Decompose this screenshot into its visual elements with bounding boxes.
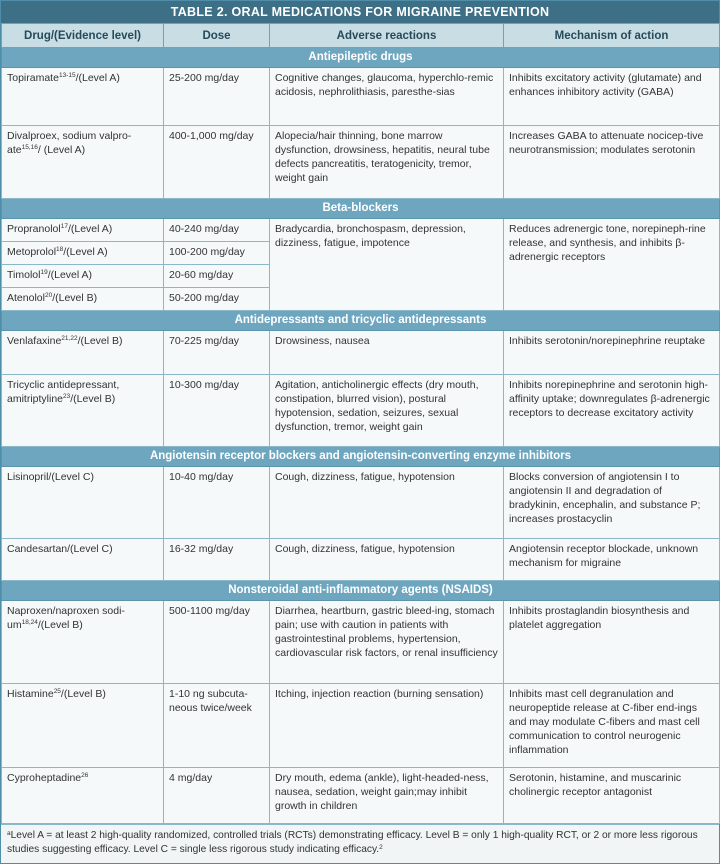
mechanism-cell: Angiotensin receptor blockade, unknown mechanism for migraine	[504, 539, 720, 581]
dose-cell: 100-200 mg/day	[164, 242, 270, 265]
section-antiepileptic: Antiepileptic drugs	[2, 48, 720, 68]
table-row	[2, 467, 720, 539]
adverse-cell: Agitation, anticholinergic effects (dry mouth, constipation, blurred vision), postural hypotension, sedation, seizures, sexual dysfunction, tremor, weight gain	[270, 375, 504, 447]
section-antidepressants: Antidepressants and tricyclic antidepressants	[2, 311, 720, 331]
table-row	[2, 375, 720, 447]
dose-cell: 70-225 mg/day	[164, 331, 270, 375]
mechanism-cell: Inhibits norepinephrine and serotonin high-affinity uptake; downregulates β-adrenergic receptors to decrease excitatory activity	[504, 375, 720, 447]
dose-cell: 50-200 mg/day	[164, 288, 270, 311]
drug-cell: Tricyclic antidepressant, amitriptyline$^{23}$/(Level B)	[2, 375, 164, 447]
section-beta-blockers: Beta-blockers	[2, 199, 720, 219]
adverse-cell: Itching, injection reaction (burning sensation)	[270, 684, 504, 768]
section-row	[2, 48, 720, 68]
mechanism-cell: Inhibits excitatory activity (glutamate) and enhances inhibitory activity (GABA)	[504, 68, 720, 126]
adverse-cell: Diarrhea, heartburn, gastric bleed-ing, stomach pain; use with caution in patients with gastrointestinal problems, hypertension, cardiovascular risk factors, or renal insufficiency	[270, 601, 504, 684]
footnote-text: Level A = at least 2 high-quality randomized, controlled trials (RCTs) demonstrating efficacy. Level B = only 1 high-quality RCT, or 2 or more less rigorous studies suggesting efficacy. Level C = single less rigorous study indicating efficacy.	[7, 830, 698, 855]
medications-table	[1, 23, 720, 824]
drug-cell: Divalproex, sodium valpro-ate$^{15,16}$/ (Level A)	[2, 126, 164, 199]
dose-cell: 400-1,000 mg/day	[164, 126, 270, 199]
dose-cell: 16-32 mg/day	[164, 539, 270, 581]
section-nsaids: Nonsteroidal anti-inflammatory agents (NSAIDS)	[2, 581, 720, 601]
dose-cell: 1-10 ng subcuta-neous twice/week	[164, 684, 270, 768]
dose-cell: 500-1100 mg/day	[164, 601, 270, 684]
header-dose: Dose	[164, 24, 270, 48]
section-row	[2, 311, 720, 331]
dose-cell: 25-200 mg/day	[164, 68, 270, 126]
drug-cell: Atenolol$^{20}$/(Level B)	[2, 288, 164, 311]
adverse-cell: Drowsiness, nausea	[270, 331, 504, 375]
table-row	[2, 684, 720, 768]
table-row	[2, 331, 720, 375]
table-row	[2, 768, 720, 824]
drug-cell: Lisinopril/(Level C)	[2, 467, 164, 539]
header-adverse: Adverse reactions	[270, 24, 504, 48]
table-footnote	[1, 824, 719, 861]
mechanism-cell: Blocks conversion of angiotensin I to angiotensin II and degradation of bradykinin, encephalin, and substance P; increases prostacyclin	[504, 467, 720, 539]
mechanism-cell: Increases GABA to attenuate nocicep-tive neurotransmission; modulates serotonin	[504, 126, 720, 199]
footnote-ref: 2	[379, 844, 383, 851]
dose-cell: 4 mg/day	[164, 768, 270, 824]
dose-cell: 40-240 mg/day	[164, 219, 270, 242]
mechanism-cell: Serotonin, histamine, and muscarinic cholinergic receptor antagonist	[504, 768, 720, 824]
table-row	[2, 68, 720, 126]
drug-cell: Timolol$^{19}$/(Level A)	[2, 265, 164, 288]
drug-cell: Topiramate$^{13-15}$/(Level A)	[2, 68, 164, 126]
header-mechanism: Mechanism of action	[504, 24, 720, 48]
adverse-cell: Alopecia/hair thinning, bone marrow dysfunction, drowsiness, hepatitis, neural tube defects pancreatitis, teratogenicity, tremor, weight gain	[270, 126, 504, 199]
table-row	[2, 601, 720, 684]
mechanism-cell: Inhibits serotonin/norepinephrine reuptake	[504, 331, 720, 375]
header-drug: Drug/(Evidence level)	[2, 24, 164, 48]
mechanism-cell: Inhibits mast cell degranulation and neuropeptide release at C-fiber end-ings and may modulate C-fibers and mast cell communication to control neurogenic inflammation	[504, 684, 720, 768]
section-row	[2, 581, 720, 601]
adverse-cell: Dry mouth, edema (ankle), light-headed-ness, nausea, sedation, weight gain;may inhibit growth in children	[270, 768, 504, 824]
header-row	[2, 24, 720, 48]
adverse-cell: Bradycardia, bronchospasm, depression, dizziness, fatigue, impotence	[270, 219, 504, 311]
dose-cell: 10-300 mg/day	[164, 375, 270, 447]
drug-cell: Propranolol$^{17}$/(Level A)	[2, 219, 164, 242]
drug-cell: Naproxen/naproxen sodi-um$^{18,24}$/(Level B)	[2, 601, 164, 684]
drug-cell: Venlafaxine$^{21,22}$/(Level B)	[2, 331, 164, 375]
drug-cell: Candesartan/(Level C)	[2, 539, 164, 581]
table-row	[2, 126, 720, 199]
drug-cell: Metoprolol$^{18}$/(Level A)	[2, 242, 164, 265]
adverse-cell: Cough, dizziness, fatigue, hypotension	[270, 467, 504, 539]
section-row	[2, 447, 720, 467]
dose-cell: 20-60 mg/day	[164, 265, 270, 288]
adverse-cell: Cough, dizziness, fatigue, hypotension	[270, 539, 504, 581]
drug-cell: Cyproheptadine$^{26}$	[2, 768, 164, 824]
section-angiotensin: Angiotensin receptor blockers and angiotensin-converting enzyme inhibitors	[2, 447, 720, 467]
mechanism-cell: Inhibits prostaglandin biosynthesis and platelet aggregation	[504, 601, 720, 684]
drug-cell: Histamine$^{25}$/(Level B)	[2, 684, 164, 768]
dose-cell: 10-40 mg/day	[164, 467, 270, 539]
table-title: TABLE 2. ORAL MEDICATIONS FOR MIGRAINE PREVENTION	[1, 1, 719, 23]
section-row	[2, 199, 720, 219]
table-row	[2, 219, 720, 242]
adverse-cell: Cognitive changes, glaucoma, hyperchlo-remic acidosis, nephrolithiasis, paresthe-sias	[270, 68, 504, 126]
mechanism-cell: Reduces adrenergic tone, norepineph-rine release, and synthesis, and inhibits β-adrenergic receptors	[504, 219, 720, 311]
table-row	[2, 539, 720, 581]
footnote-marker: a	[7, 830, 11, 837]
